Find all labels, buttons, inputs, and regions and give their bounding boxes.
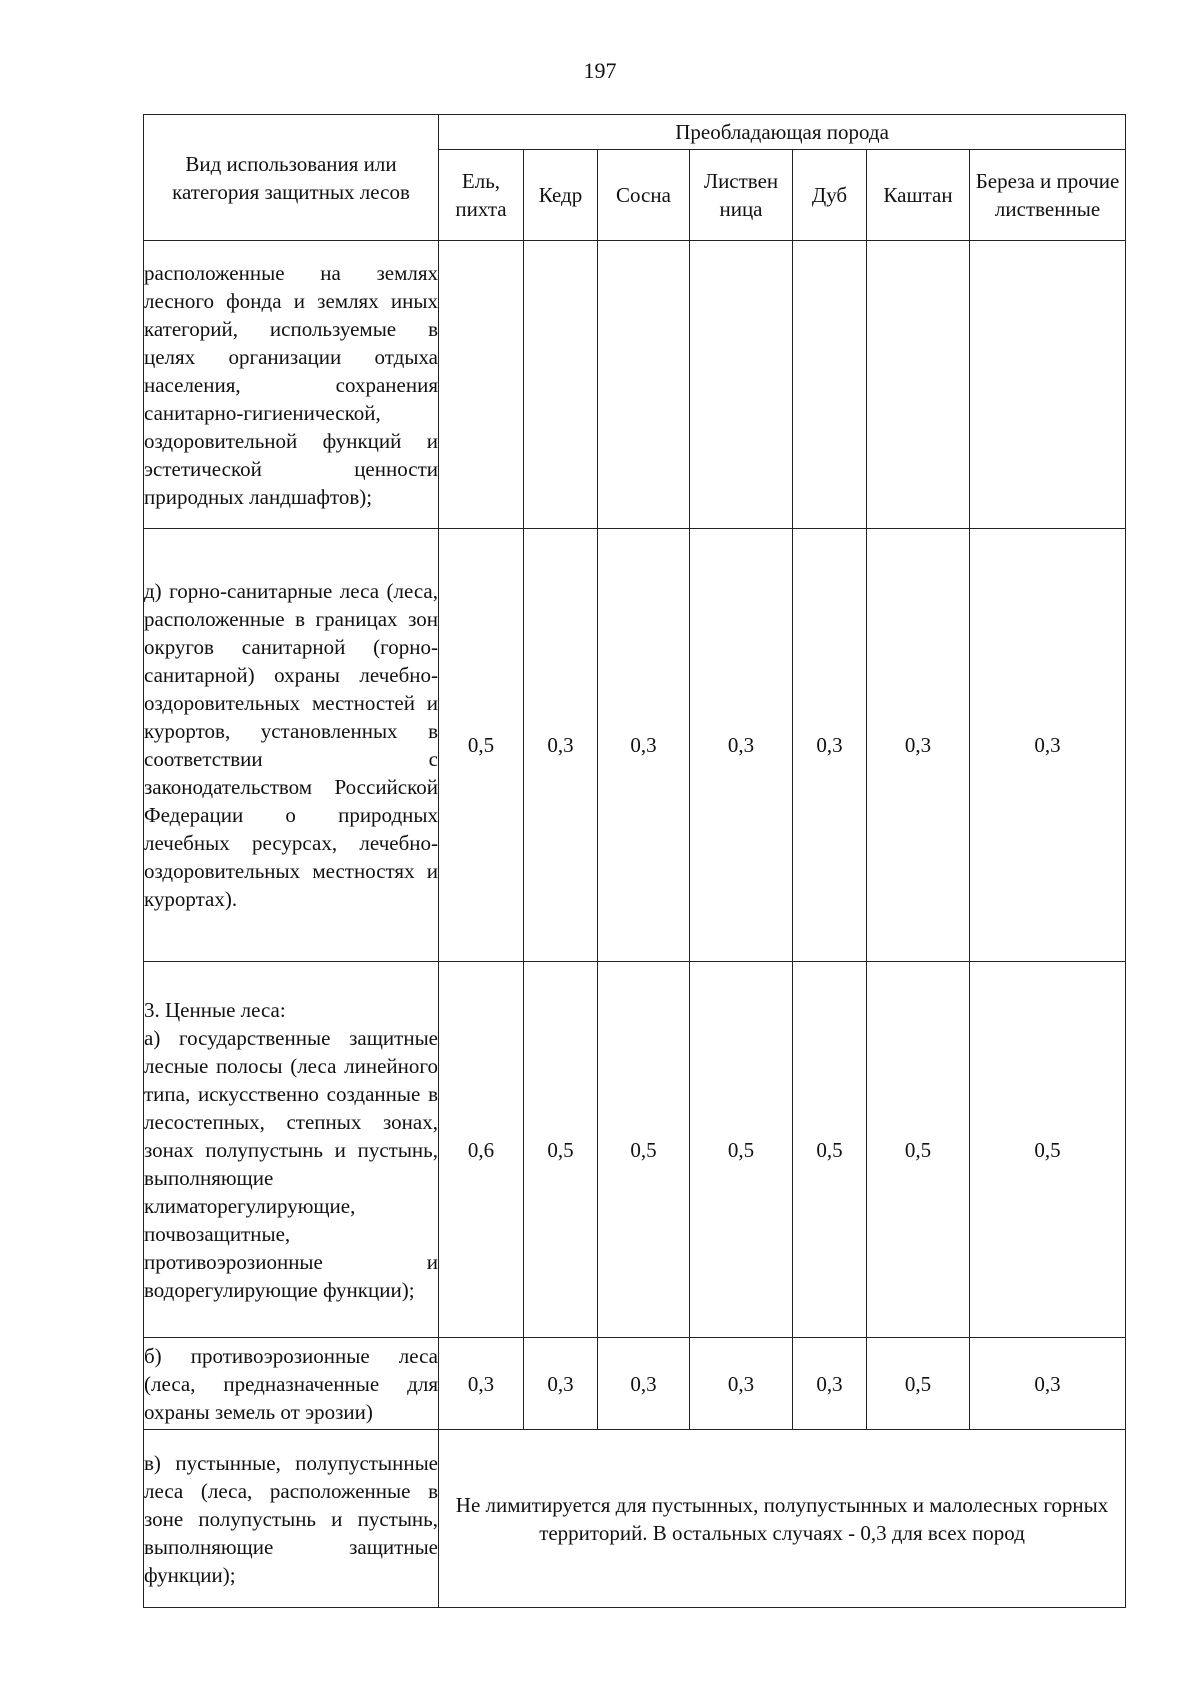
- value-cell: 0,3: [793, 529, 867, 962]
- table-row: [144, 1338, 1126, 1430]
- value-cell: 0,3: [690, 1338, 793, 1430]
- value-cell: 0,3: [867, 529, 970, 962]
- section-title: 3. Ценные леса:: [144, 997, 286, 1022]
- value-cell: 0,5: [867, 962, 970, 1338]
- value-cell: 0,5: [524, 962, 598, 1338]
- row-description: в) пустынные, полупустынные леса (леса, расположенные в зоне полупустынь и пустынь, выполняющие защитные функции);: [144, 1430, 439, 1608]
- protective-forest-table: [143, 114, 1126, 1608]
- value-cell: 0,5: [793, 962, 867, 1338]
- header-spruce-fir: Ель, пихта: [439, 150, 524, 241]
- row-description: а) государственные защитные лесные полосы (леса линейного типа, искусственно созданные в лесостепных, степных зонах, зонах полупустынь и пустынь, выполняющие климаторегулирующие, почвозащитные, противоэрозионные и водорегулирующие функции);: [144, 1025, 438, 1302]
- header-prevailing-species: Преобладающая порода: [439, 115, 1126, 150]
- value-cell: 0,3: [793, 1338, 867, 1430]
- value-cell: 0,5: [867, 1338, 970, 1430]
- row-description-group: [144, 962, 439, 1338]
- value-cell: [970, 241, 1126, 529]
- value-cell: 0,6: [439, 962, 524, 1338]
- header-row-top: [144, 115, 1126, 150]
- value-cell: 0,5: [598, 962, 690, 1338]
- value-cell: [598, 241, 690, 529]
- row-description: д) горно-санитарные леса (леса, расположенные в границах зон округов санитарной (горно-санитарной) охраны лечебно-оздоровительных местностей и курортов, установленных в соответствии с законодательством Российской Федерации о природных лечебных ресурсах, лечебно-оздоровительных местностях и курортах).: [144, 529, 439, 962]
- merged-note-cell: Не лимитируется для пустынных, полупустынных и малолесных горных территорий. В остальных случаях - 0,3 для всех пород: [439, 1430, 1126, 1608]
- value-cell: 0,5: [439, 529, 524, 962]
- value-cell: 0,3: [970, 529, 1126, 962]
- table-row: [144, 241, 1126, 529]
- value-cell: 0,3: [690, 529, 793, 962]
- header-category: Вид использования или категория защитных лесов: [144, 115, 439, 241]
- row-description: б) противоэрозионные леса (леса, предназначенные для охраны земель от эрозии): [144, 1338, 439, 1430]
- row-description: расположенные на землях лесного фонда и землях иных категорий, используемые в целях организации отдыха населения, сохранения санитарно-гигиенической, оздоровительной функций и эстетической ценности природных ландшафтов);: [144, 241, 439, 529]
- value-cell: [524, 241, 598, 529]
- table-row: [144, 529, 1126, 962]
- page-number: 197: [583, 58, 617, 83]
- value-cell: 0,3: [439, 1338, 524, 1430]
- value-cell: 0,5: [970, 962, 1126, 1338]
- value-cell: [439, 241, 524, 529]
- value-cell: 0,3: [524, 529, 598, 962]
- value-cell: [867, 241, 970, 529]
- value-cell: [793, 241, 867, 529]
- header-larch: Листвен ница: [690, 150, 793, 241]
- value-cell: [690, 241, 793, 529]
- value-cell: 0,3: [598, 1338, 690, 1430]
- value-cell: 0,3: [524, 1338, 598, 1430]
- header-pine: Сосна: [598, 150, 690, 241]
- table-row: [144, 962, 1126, 1338]
- value-cell: 0,3: [598, 529, 690, 962]
- header-birch-deciduous: Береза и прочие лиственные: [970, 150, 1126, 241]
- header-chestnut: Каштан: [867, 150, 970, 241]
- value-cell: 0,5: [690, 962, 793, 1338]
- value-cell: 0,3: [970, 1338, 1126, 1430]
- header-cedar: Кедр: [524, 150, 598, 241]
- table-row: [144, 1430, 1126, 1608]
- header-oak: Дуб: [793, 150, 867, 241]
